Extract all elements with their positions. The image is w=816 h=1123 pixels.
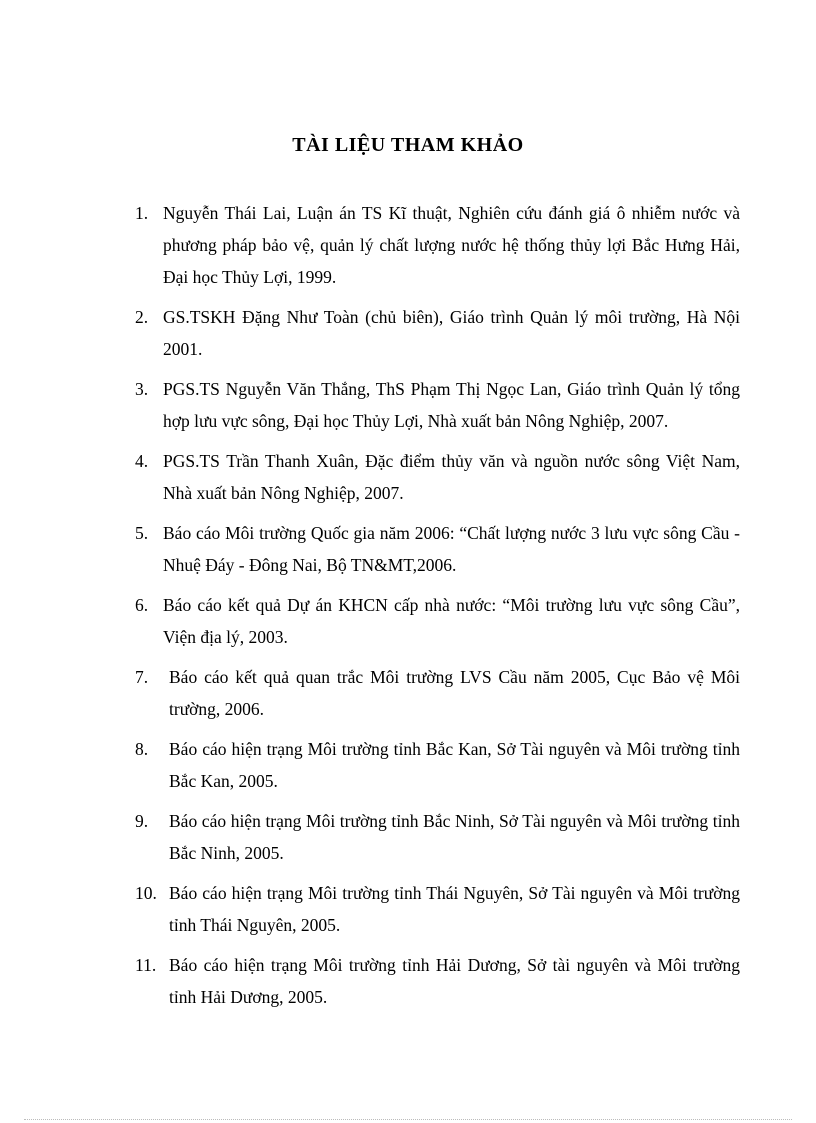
reference-text: Báo cáo hiện trạng Môi trường tỉnh Hải Dương, Sở tài nguyên và Môi trường tỉnh Hải Dương, 2005.	[169, 955, 740, 1007]
reference-text: GS.TSKH Đặng Như Toàn (chủ biên), Giáo trình Quản lý môi trường, Hà Nội 2001.	[163, 307, 740, 359]
reference-text: Báo cáo hiện trạng Môi trường tỉnh Bắc Ninh, Sở Tài nguyên và Môi trường tỉnh Bắc Ninh, 2005.	[169, 811, 740, 863]
reference-number: 2.	[135, 307, 149, 327]
reference-number: 6.	[135, 595, 149, 615]
page-bottom-rule	[24, 1119, 792, 1120]
reference-number: 10.	[135, 883, 157, 903]
reference-item	[133, 373, 740, 437]
reference-item	[133, 949, 740, 1013]
reference-number: 11.	[135, 955, 157, 975]
reference-item	[133, 733, 740, 797]
reference-number: 5.	[135, 523, 149, 543]
reference-text: Báo cáo hiện trạng Môi trường tỉnh Bắc Kan, Sở Tài nguyên và Môi trường tỉnh Bắc Kan, 2005.	[169, 739, 740, 791]
reference-text: PGS.TS Nguyễn Văn Thắng, ThS Phạm Thị Ngọc Lan, Giáo trình Quản lý tổng hợp lưu vực sông, Đại học Thủy Lợi, Nhà xuất bản Nông Nghiệp, 2007.	[163, 379, 740, 431]
reference-text: Báo cáo Môi trường Quốc gia năm 2006: “Chất lượng nước 3 lưu vực sông Cầu - Nhuệ Đáy - Đông Nai, Bộ TN&MT,2006.	[163, 523, 740, 575]
reference-item	[133, 517, 740, 581]
reference-item	[133, 197, 740, 293]
page-title: TÀI LIỆU THAM KHẢO	[292, 134, 524, 156]
reference-item	[133, 877, 740, 941]
reference-item	[133, 589, 740, 653]
reference-text: Nguyễn Thái Lai, Luận án TS Kĩ thuật, Nghiên cứu đánh giá ô nhiễm nước và phương pháp bảo vệ, quản lý chất lượng nước hệ thống thủy lợi Bắc Hưng Hải, Đại học Thủy Lợi, 1999.	[163, 203, 740, 287]
reference-text: PGS.TS Trần Thanh Xuân, Đặc điểm thủy văn và nguồn nước sông Việt Nam, Nhà xuất bản Nông Nghiệp, 2007.	[163, 451, 740, 503]
reference-number: 9.	[135, 811, 149, 831]
reference-number: 8.	[135, 739, 149, 759]
reference-text: Báo cáo kết quả quan trắc Môi trường LVS Cầu năm 2005, Cục Bảo vệ Môi trường, 2006.	[169, 667, 740, 719]
reference-number: 4.	[135, 451, 149, 471]
reference-text: Báo cáo kết quả Dự án KHCN cấp nhà nước: “Môi trường lưu vực sông Cầu”, Viện địa lý, 2003.	[163, 595, 740, 647]
reference-number: 1.	[135, 203, 149, 223]
reference-item	[133, 661, 740, 725]
reference-list	[133, 197, 740, 1021]
reference-item	[133, 445, 740, 509]
reference-number: 3.	[135, 379, 149, 399]
reference-text: Báo cáo hiện trạng Môi trường tỉnh Thái Nguyên, Sở Tài nguyên và Môi trường tỉnh Thái Nguyên, 2005.	[169, 883, 740, 935]
reference-item	[133, 805, 740, 869]
reference-item	[133, 301, 740, 365]
reference-number: 7.	[135, 667, 149, 687]
